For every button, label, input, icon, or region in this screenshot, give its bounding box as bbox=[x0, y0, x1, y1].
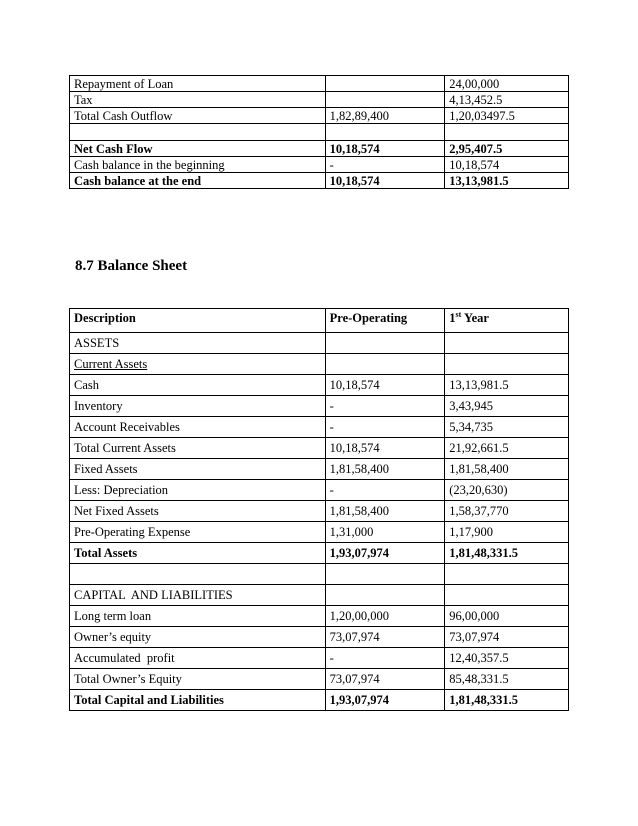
row-pre-operating bbox=[325, 76, 445, 92]
header-description: Description bbox=[70, 309, 326, 333]
table-header-row bbox=[70, 309, 569, 333]
table-row bbox=[70, 648, 569, 669]
cash-flow-table bbox=[69, 75, 569, 189]
table-row bbox=[70, 522, 569, 543]
table-row bbox=[70, 173, 569, 189]
header-year-suffix: st bbox=[455, 309, 462, 319]
row-description: Net Fixed Assets bbox=[70, 501, 326, 522]
row-pre-operating bbox=[325, 92, 445, 108]
table-row bbox=[70, 76, 569, 92]
table-row bbox=[70, 480, 569, 501]
table-row bbox=[70, 108, 569, 124]
row-first-year bbox=[445, 585, 569, 606]
row-pre-operating: - bbox=[325, 480, 445, 501]
row-description: Total Cash Outflow bbox=[70, 108, 326, 124]
row-pre-operating: 1,93,07,974 bbox=[325, 543, 445, 564]
row-first-year: 12,40,357.5 bbox=[445, 648, 569, 669]
row-first-year: 13,13,981.5 bbox=[445, 375, 569, 396]
table-row bbox=[70, 354, 569, 375]
row-pre-operating: 1,31,000 bbox=[325, 522, 445, 543]
row-first-year bbox=[445, 124, 569, 141]
row-pre-operating: 10,18,574 bbox=[325, 141, 445, 157]
row-first-year: 1,20,03497.5 bbox=[445, 108, 569, 124]
row-pre-operating: 1,82,89,400 bbox=[325, 108, 445, 124]
table-row-blank bbox=[70, 124, 569, 141]
row-pre-operating: 10,18,574 bbox=[325, 438, 445, 459]
row-description: Account Receivables bbox=[70, 417, 326, 438]
header-pre-operating: Pre-Operating bbox=[325, 309, 445, 333]
row-first-year: 10,18,574 bbox=[445, 157, 569, 173]
row-pre-operating bbox=[325, 333, 445, 354]
table-row bbox=[70, 375, 569, 396]
table-row bbox=[70, 459, 569, 480]
section-heading: 8.7 Balance Sheet bbox=[75, 258, 188, 274]
row-first-year bbox=[445, 564, 569, 585]
row-first-year: 1,81,58,400 bbox=[445, 459, 569, 480]
row-pre-operating: 1,81,58,400 bbox=[325, 459, 445, 480]
row-first-year bbox=[445, 333, 569, 354]
row-pre-operating: - bbox=[325, 157, 445, 173]
row-description: Less: Depreciation bbox=[70, 480, 326, 501]
row-pre-operating bbox=[325, 585, 445, 606]
row-description: Total Owner’s Equity bbox=[70, 669, 326, 690]
row-first-year: 21,92,661.5 bbox=[445, 438, 569, 459]
row-first-year: 96,00,000 bbox=[445, 606, 569, 627]
table-row bbox=[70, 501, 569, 522]
table-row bbox=[70, 543, 569, 564]
row-first-year: 5,34,735 bbox=[445, 417, 569, 438]
row-pre-operating: 1,81,58,400 bbox=[325, 501, 445, 522]
table-row bbox=[70, 585, 569, 606]
row-first-year: 85,48,331.5 bbox=[445, 669, 569, 690]
row-description: Cash bbox=[70, 375, 326, 396]
header-year-number: 1 bbox=[449, 311, 456, 325]
row-description: Inventory bbox=[70, 396, 326, 417]
balance-sheet-table bbox=[69, 308, 569, 711]
table-row bbox=[70, 417, 569, 438]
table-row bbox=[70, 438, 569, 459]
row-description bbox=[70, 124, 326, 141]
table-row bbox=[70, 333, 569, 354]
row-pre-operating: - bbox=[325, 417, 445, 438]
row-first-year: 73,07,974 bbox=[445, 627, 569, 648]
row-description: Long term loan bbox=[70, 606, 326, 627]
row-pre-operating: 10,18,574 bbox=[325, 375, 445, 396]
row-pre-operating: 10,18,574 bbox=[325, 173, 445, 189]
row-description: Cash balance at the end bbox=[70, 173, 326, 189]
row-pre-operating: 73,07,974 bbox=[325, 669, 445, 690]
row-description: Cash balance in the beginning bbox=[70, 157, 326, 173]
row-first-year: 4,13,452.5 bbox=[445, 92, 569, 108]
row-pre-operating bbox=[325, 124, 445, 141]
row-first-year: 1,81,48,331.5 bbox=[445, 690, 569, 711]
row-pre-operating bbox=[325, 564, 445, 585]
table-row bbox=[70, 627, 569, 648]
row-pre-operating bbox=[325, 354, 445, 375]
table-row bbox=[70, 141, 569, 157]
row-description: Pre-Operating Expense bbox=[70, 522, 326, 543]
header-year-word: Year bbox=[461, 311, 489, 325]
table-row bbox=[70, 396, 569, 417]
row-pre-operating: - bbox=[325, 396, 445, 417]
row-pre-operating: 1,93,07,974 bbox=[325, 690, 445, 711]
row-description bbox=[70, 564, 326, 585]
table-row bbox=[70, 606, 569, 627]
row-pre-operating: 1,20,00,000 bbox=[325, 606, 445, 627]
row-description: Repayment of Loan bbox=[70, 76, 326, 92]
row-first-year: 1,81,48,331.5 bbox=[445, 543, 569, 564]
row-first-year: (23,20,630) bbox=[445, 480, 569, 501]
row-pre-operating: - bbox=[325, 648, 445, 669]
row-description: Fixed Assets bbox=[70, 459, 326, 480]
row-description: Total Capital and Liabilities bbox=[70, 690, 326, 711]
row-description: Current Assets bbox=[70, 354, 326, 375]
header-first-year bbox=[445, 309, 569, 333]
row-description: CAPITAL AND LIABILITIES bbox=[70, 585, 326, 606]
row-first-year: 13,13,981.5 bbox=[445, 173, 569, 189]
row-description: Owner’s equity bbox=[70, 627, 326, 648]
table-row-blank bbox=[70, 564, 569, 585]
row-description: Net Cash Flow bbox=[70, 141, 326, 157]
row-first-year: 1,17,900 bbox=[445, 522, 569, 543]
table-row bbox=[70, 92, 569, 108]
row-first-year: 3,43,945 bbox=[445, 396, 569, 417]
table-row bbox=[70, 690, 569, 711]
row-description: Accumulated profit bbox=[70, 648, 326, 669]
row-description: Tax bbox=[70, 92, 326, 108]
row-first-year: 2,95,407.5 bbox=[445, 141, 569, 157]
table-row bbox=[70, 157, 569, 173]
row-first-year: 24,00,000 bbox=[445, 76, 569, 92]
row-description: ASSETS bbox=[70, 333, 326, 354]
table-row bbox=[70, 669, 569, 690]
row-description: Total Assets bbox=[70, 543, 326, 564]
row-pre-operating: 73,07,974 bbox=[325, 627, 445, 648]
row-first-year bbox=[445, 354, 569, 375]
row-description: Total Current Assets bbox=[70, 438, 326, 459]
row-first-year: 1,58,37,770 bbox=[445, 501, 569, 522]
